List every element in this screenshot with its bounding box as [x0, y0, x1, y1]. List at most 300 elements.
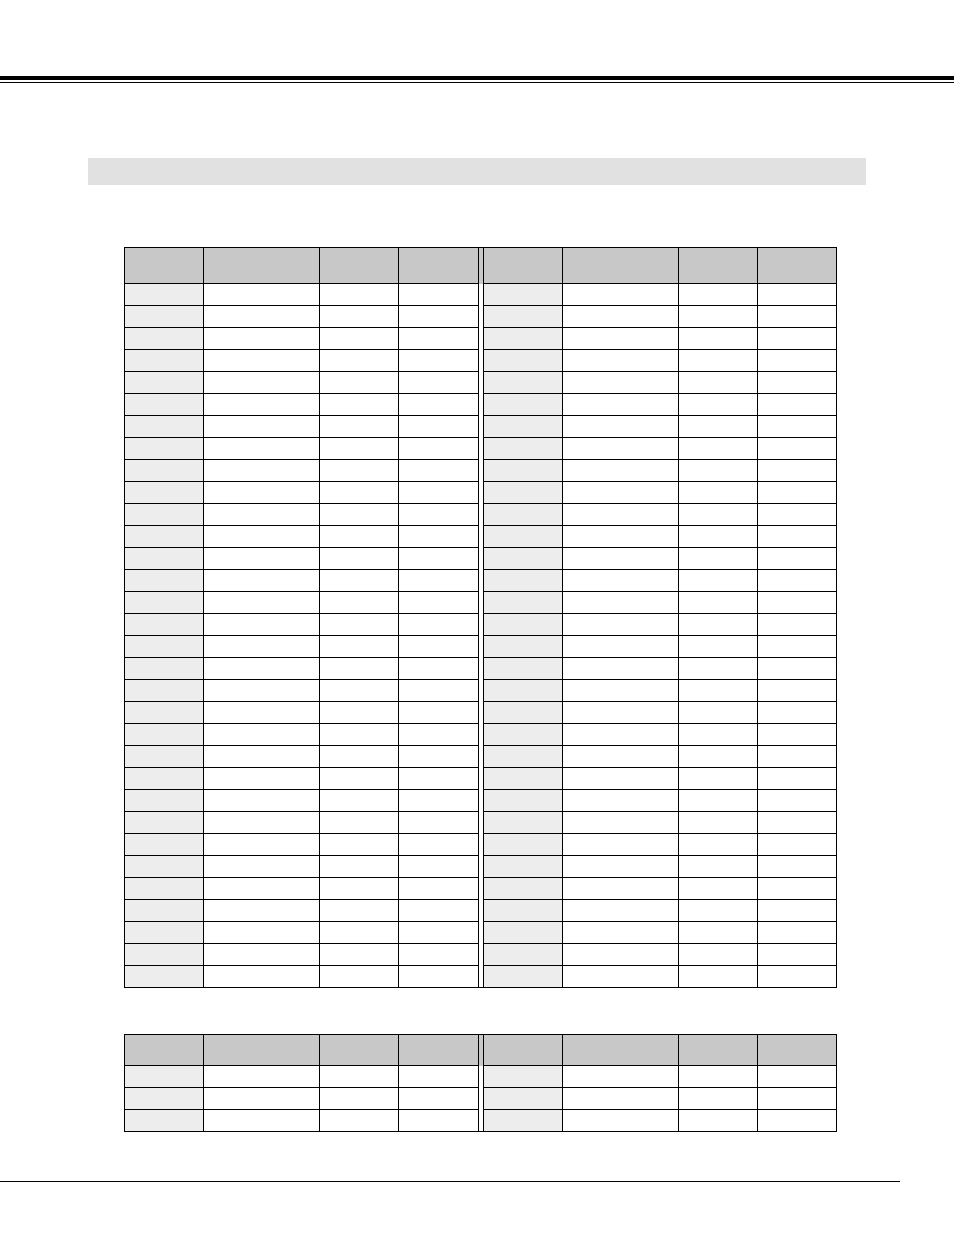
table-row [125, 1088, 837, 1110]
table-cell [563, 1066, 679, 1088]
table-cell [758, 504, 837, 526]
table-cell [204, 460, 320, 482]
table-cell [399, 570, 479, 592]
table-cell [679, 768, 758, 790]
table-row [125, 416, 837, 438]
table-cell [399, 1110, 479, 1132]
table-cell [563, 438, 679, 460]
table-row [125, 460, 837, 482]
table-header-cell [399, 1035, 479, 1066]
table-cell [399, 592, 479, 614]
table-cell [679, 526, 758, 548]
table-cell [320, 680, 399, 702]
table-cell [563, 856, 679, 878]
table-cell [758, 482, 837, 504]
table-cell [758, 1088, 837, 1110]
table-cell [679, 328, 758, 350]
table-header-cell [399, 248, 479, 284]
table-cell [125, 394, 204, 416]
table-row [125, 790, 837, 812]
table-cell [563, 306, 679, 328]
table-cell [484, 592, 563, 614]
table-cell [484, 768, 563, 790]
table-cell [758, 724, 837, 746]
table-cell [563, 592, 679, 614]
table-cell [204, 636, 320, 658]
table-row [125, 900, 837, 922]
table-cell [563, 614, 679, 636]
footer-rule [0, 1181, 900, 1182]
table-header-cell [320, 1035, 399, 1066]
table-header-row [125, 248, 837, 284]
header-rule-thin [0, 82, 954, 83]
table-cell [125, 878, 204, 900]
table-cell [758, 1110, 837, 1132]
table-cell [484, 856, 563, 878]
table-cell [679, 614, 758, 636]
table-cell [204, 790, 320, 812]
table-cell [399, 944, 479, 966]
table-cell [399, 482, 479, 504]
table-cell [679, 504, 758, 526]
table-cell [484, 614, 563, 636]
table-cell [563, 812, 679, 834]
table-cell [204, 548, 320, 570]
table-cell [320, 394, 399, 416]
table-cell [399, 394, 479, 416]
table-cell [563, 394, 679, 416]
table-cell [320, 614, 399, 636]
table-cell [484, 284, 563, 306]
table-cell [484, 372, 563, 394]
table-cell [399, 702, 479, 724]
table-cell [484, 724, 563, 746]
table-cell [399, 812, 479, 834]
table-cell [758, 922, 837, 944]
table-row [125, 1110, 837, 1132]
table-cell [679, 658, 758, 680]
table-cell [679, 944, 758, 966]
table-cell [399, 922, 479, 944]
table-cell [758, 944, 837, 966]
table-cell [563, 680, 679, 702]
table-cell [758, 856, 837, 878]
table-cell [204, 856, 320, 878]
table-cell [320, 526, 399, 548]
table-cell [125, 614, 204, 636]
table-cell [679, 416, 758, 438]
table-cell [125, 460, 204, 482]
table-cell [204, 812, 320, 834]
table-cell [204, 570, 320, 592]
table-cell [679, 570, 758, 592]
main-table [124, 247, 837, 988]
table-cell [758, 614, 837, 636]
table-header-cell [758, 1035, 837, 1066]
table-cell [399, 460, 479, 482]
table-cell [679, 966, 758, 988]
table-cell [679, 592, 758, 614]
table-cell [204, 680, 320, 702]
table-cell [758, 592, 837, 614]
table-cell [758, 416, 837, 438]
table-cell [125, 328, 204, 350]
table-cell [484, 438, 563, 460]
table-cell [204, 966, 320, 988]
table-cell [679, 438, 758, 460]
table-cell [679, 1110, 758, 1132]
table-cell [563, 944, 679, 966]
table-cell [484, 900, 563, 922]
table-cell [125, 306, 204, 328]
table-row [125, 636, 837, 658]
table-cell [484, 504, 563, 526]
table-cell [484, 680, 563, 702]
table-cell [399, 636, 479, 658]
table-cell [758, 900, 837, 922]
table-cell [679, 790, 758, 812]
table-header-cell [484, 1035, 563, 1066]
table-cell [399, 372, 479, 394]
table-cell [758, 746, 837, 768]
table-cell [563, 790, 679, 812]
table-cell [204, 922, 320, 944]
table-cell [204, 1110, 320, 1132]
table-cell [563, 372, 679, 394]
table-cell [679, 724, 758, 746]
table-cell [484, 526, 563, 548]
table-cell [204, 944, 320, 966]
table-cell [320, 416, 399, 438]
table-row [125, 1066, 837, 1088]
table-cell [679, 834, 758, 856]
table-cell [563, 966, 679, 988]
table-cell [563, 1110, 679, 1132]
table-cell [758, 768, 837, 790]
table-cell [399, 284, 479, 306]
table-cell [679, 284, 758, 306]
table-cell [125, 526, 204, 548]
table-cell [204, 438, 320, 460]
table-cell [399, 350, 479, 372]
table-cell [484, 460, 563, 482]
table-cell [399, 878, 479, 900]
table-header-cell [320, 248, 399, 284]
table-cell [758, 878, 837, 900]
table-cell [125, 746, 204, 768]
table-cell [204, 284, 320, 306]
table-cell [563, 504, 679, 526]
table-cell [125, 812, 204, 834]
table-cell [399, 1088, 479, 1110]
table-cell [320, 900, 399, 922]
table-cell [204, 592, 320, 614]
table-cell [320, 812, 399, 834]
table-cell [679, 548, 758, 570]
table-row [125, 570, 837, 592]
table-cell [320, 724, 399, 746]
table-row [125, 856, 837, 878]
table-cell [758, 372, 837, 394]
table-cell [563, 328, 679, 350]
table-cell [484, 746, 563, 768]
table-cell [125, 548, 204, 570]
table-cell [563, 658, 679, 680]
table-cell [204, 768, 320, 790]
table-cell [204, 416, 320, 438]
table-cell [399, 900, 479, 922]
table-row [125, 724, 837, 746]
table-cell [320, 328, 399, 350]
table-cell [399, 1066, 479, 1088]
table-cell [320, 460, 399, 482]
table-cell [679, 680, 758, 702]
table-cell [320, 1110, 399, 1132]
table-cell [320, 790, 399, 812]
table-cell [758, 306, 837, 328]
table-cell [484, 548, 563, 570]
table-cell [125, 416, 204, 438]
table-cell [125, 900, 204, 922]
table-cell [758, 328, 837, 350]
table-cell [399, 328, 479, 350]
table-cell [204, 746, 320, 768]
table-cell [399, 438, 479, 460]
table-cell [399, 306, 479, 328]
table-cell [320, 944, 399, 966]
table-cell [399, 966, 479, 988]
table-cell [758, 966, 837, 988]
table-cell [563, 702, 679, 724]
table-cell [125, 922, 204, 944]
table-cell [758, 790, 837, 812]
section-heading-bar [88, 158, 866, 185]
table-header-cell [563, 1035, 679, 1066]
table-cell [484, 482, 563, 504]
table-cell [320, 746, 399, 768]
table-cell [679, 372, 758, 394]
table-row [125, 350, 837, 372]
table-header-cell [125, 248, 204, 284]
table-cell [204, 504, 320, 526]
table-cell [125, 768, 204, 790]
table-cell [204, 1066, 320, 1088]
table-cell [125, 438, 204, 460]
table-cell [484, 1088, 563, 1110]
table-cell [399, 658, 479, 680]
table-cell [679, 482, 758, 504]
table-cell [320, 1066, 399, 1088]
table-row [125, 526, 837, 548]
table-cell [484, 328, 563, 350]
table-row [125, 614, 837, 636]
table-cell [320, 372, 399, 394]
table-cell [758, 526, 837, 548]
table-cell [320, 702, 399, 724]
table-cell [125, 636, 204, 658]
table-cell [484, 944, 563, 966]
table-row [125, 658, 837, 680]
table-cell [204, 900, 320, 922]
table-cell [563, 746, 679, 768]
table-header-cell [758, 248, 837, 284]
table-cell [484, 658, 563, 680]
table-cell [484, 350, 563, 372]
table-cell [125, 702, 204, 724]
table-cell [484, 966, 563, 988]
table-cell [758, 658, 837, 680]
table-cell [679, 636, 758, 658]
table-cell [125, 350, 204, 372]
table-cell [679, 350, 758, 372]
table-cell [399, 614, 479, 636]
table-cell [484, 1110, 563, 1132]
table-cell [563, 570, 679, 592]
table-header-cell [679, 248, 758, 284]
table-cell [125, 284, 204, 306]
table-cell [484, 1066, 563, 1088]
table-cell [204, 350, 320, 372]
table-cell [399, 416, 479, 438]
table-row [125, 768, 837, 790]
table-cell [320, 284, 399, 306]
table-cell [399, 834, 479, 856]
table-cell [679, 746, 758, 768]
table-row [125, 922, 837, 944]
table-header-cell [204, 1035, 320, 1066]
table-cell [399, 790, 479, 812]
table-row [125, 746, 837, 768]
table-cell [320, 768, 399, 790]
table-cell [484, 834, 563, 856]
table-row [125, 372, 837, 394]
table-cell [125, 570, 204, 592]
table-row [125, 966, 837, 988]
table-cell [679, 1066, 758, 1088]
table-cell [563, 350, 679, 372]
table-cell [320, 570, 399, 592]
table-cell [758, 284, 837, 306]
table-cell [320, 922, 399, 944]
table-cell [125, 658, 204, 680]
table-cell [679, 1088, 758, 1110]
table-cell [399, 768, 479, 790]
table-cell [204, 372, 320, 394]
table-cell [679, 856, 758, 878]
table-cell [320, 856, 399, 878]
table-cell [563, 548, 679, 570]
table-cell [204, 614, 320, 636]
table-cell [563, 900, 679, 922]
table-cell [125, 944, 204, 966]
table-cell [758, 460, 837, 482]
table-cell [204, 834, 320, 856]
table-cell [125, 790, 204, 812]
small-table [124, 1034, 837, 1132]
table-cell [679, 702, 758, 724]
table-cell [484, 790, 563, 812]
table-row [125, 284, 837, 306]
table-cell [399, 504, 479, 526]
table-cell [399, 680, 479, 702]
table-cell [125, 1066, 204, 1088]
table-cell [125, 724, 204, 746]
table-cell [758, 680, 837, 702]
table-cell [563, 768, 679, 790]
table-cell [758, 570, 837, 592]
table-cell [204, 394, 320, 416]
table-cell [484, 570, 563, 592]
table-row [125, 438, 837, 460]
table-cell [563, 636, 679, 658]
table-cell [204, 328, 320, 350]
table-cell [484, 812, 563, 834]
table-cell [758, 702, 837, 724]
table-cell [204, 658, 320, 680]
table-row [125, 680, 837, 702]
table-cell [758, 636, 837, 658]
table-cell [484, 636, 563, 658]
table-header-cell [125, 1035, 204, 1066]
table-cell [563, 724, 679, 746]
table-cell [204, 1088, 320, 1110]
table-cell [399, 548, 479, 570]
table-cell [563, 834, 679, 856]
table-cell [125, 1088, 204, 1110]
table-cell [320, 592, 399, 614]
table-cell [758, 812, 837, 834]
table-cell [320, 658, 399, 680]
table-cell [484, 922, 563, 944]
table-row [125, 702, 837, 724]
table-cell [320, 306, 399, 328]
table-cell [204, 878, 320, 900]
table-header-cell [484, 248, 563, 284]
table-row [125, 812, 837, 834]
table-cell [320, 438, 399, 460]
table-cell [563, 416, 679, 438]
header-rule-thick [0, 76, 954, 80]
table-cell [125, 680, 204, 702]
table-cell [320, 834, 399, 856]
table-cell [320, 1088, 399, 1110]
table-cell [320, 636, 399, 658]
table-cell [758, 394, 837, 416]
table-cell [679, 394, 758, 416]
table-cell [679, 812, 758, 834]
table-header-row [125, 1035, 837, 1066]
table-row [125, 504, 837, 526]
table-cell [679, 878, 758, 900]
table-cell [679, 900, 758, 922]
table-row [125, 394, 837, 416]
table-cell [204, 306, 320, 328]
table-cell [204, 482, 320, 504]
table-cell [758, 438, 837, 460]
table-cell [484, 306, 563, 328]
table-cell [399, 746, 479, 768]
table-cell [484, 416, 563, 438]
table-header-cell [679, 1035, 758, 1066]
table-cell [125, 504, 204, 526]
table-cell [484, 702, 563, 724]
table-cell [563, 460, 679, 482]
table-cell [320, 548, 399, 570]
table-row [125, 834, 837, 856]
table-cell [399, 724, 479, 746]
table-cell [758, 1066, 837, 1088]
table-cell [563, 526, 679, 548]
